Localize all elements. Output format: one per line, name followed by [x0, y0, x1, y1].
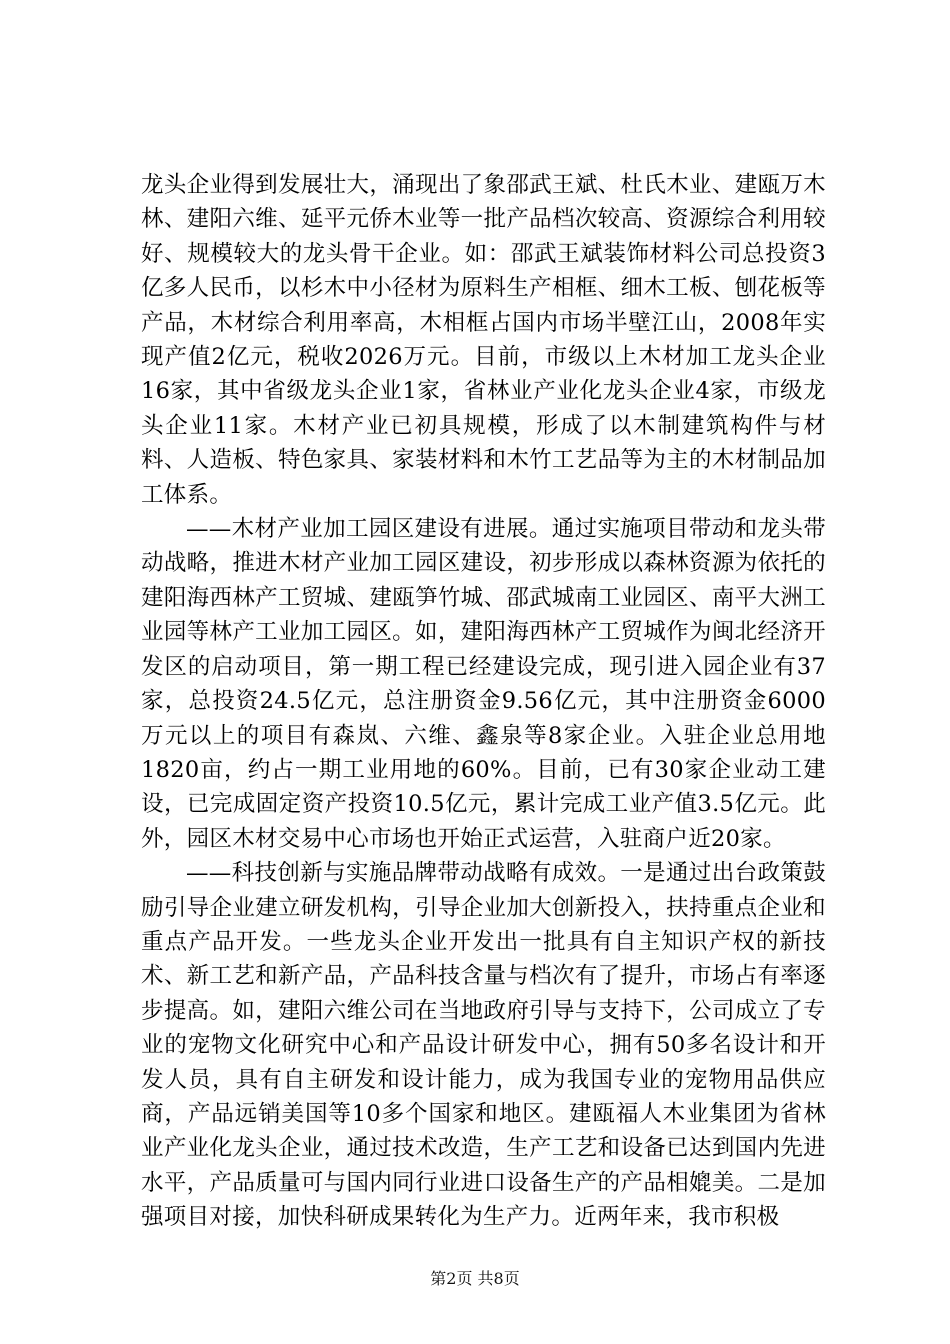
page-number-footer: 第2页 共8页 [430, 1269, 520, 1288]
paragraph-industrial-park: ——木材产业加工园区建设有进展。通过实施项目带动和龙头带动战略，推进木材产业加工园区建设，初步形成以森林资源为依托的建阳海西林产工贸城、建瓯笋竹城、邵武城南工业园区、南平大洲工业园等林产工业加工园区。如，建阳海西林产工贸城作为闽北经济开发区的启动项目，第一期工程已经建设完成，现引进入园企业有37家，总投资24.5亿元，总注册资金9.56亿元，其中注册资金6000万元以上的项目有森岚、六维、鑫泉等8家企业。入驻企业总用地1820亩，约占一期工业用地的60%。目前，已有30家企业动工建设，已完成固定资产投资10.5亿元，累计完成工业产值3.5亿元。此外，园区木材交易中心市场也开始正式运营，入驻商户近20家。 [141, 516, 826, 852]
document-body [141, 168, 826, 1235]
paragraph-continuation: 龙头企业得到发展壮大，涌现出了象邵武王斌、杜氏木业、建瓯万木林、建阳六维、延平元侨木业等一批产品档次较高、资源综合利用较好、规模较大的龙头骨干企业。如：邵武王斌装饰材料公司总投资3亿多人民币，以杉木中小径材为原料生产相框、细木工板、刨花板等产品，木材综合利用率高，木相框占国内市场半壁江山，2008年实现产值2亿元，税收2026万元。目前，市级以上木材加工龙头企业16家，其中省级龙头企业1家，省林业产业化龙头企业4家，市级龙头企业11家。木材产业已初具规模，形成了以木制建筑构件与材料、人造板、特色家具、家装材料和木竹工艺品等为主的木材制品加工体系。 [141, 172, 826, 508]
paragraph-tech-innovation: ——科技创新与实施品牌带动战略有成效。一是通过出台政策鼓励引导企业建立研发机构，引导企业加大创新投入，扶持重点企业和重点产品开发。一些龙头企业开发出一批具有自主知识产权的新技术、新工艺和新产品，产品科技含量与档次有了提升，市场占有率逐步提高。如，建阳六维公司在当地政府引导与支持下，公司成立了专业的宠物文化研究中心和产品设计研发中心，拥有50多名设计和开发人员，具有自主研发和设计能力，成为我国专业的宠物用品供应商，产品远销美国等10多个国家和地区。建瓯福人木业集团为省林业产业化龙头企业，通过技术改造，生产工艺和设备已达到国内先进水平，产品质量可与国内同行业进口设备生产的产品相媲美。二是加强项目对接，加快科研成果转化为生产力。近两年来，我市积极 [141, 860, 826, 1231]
